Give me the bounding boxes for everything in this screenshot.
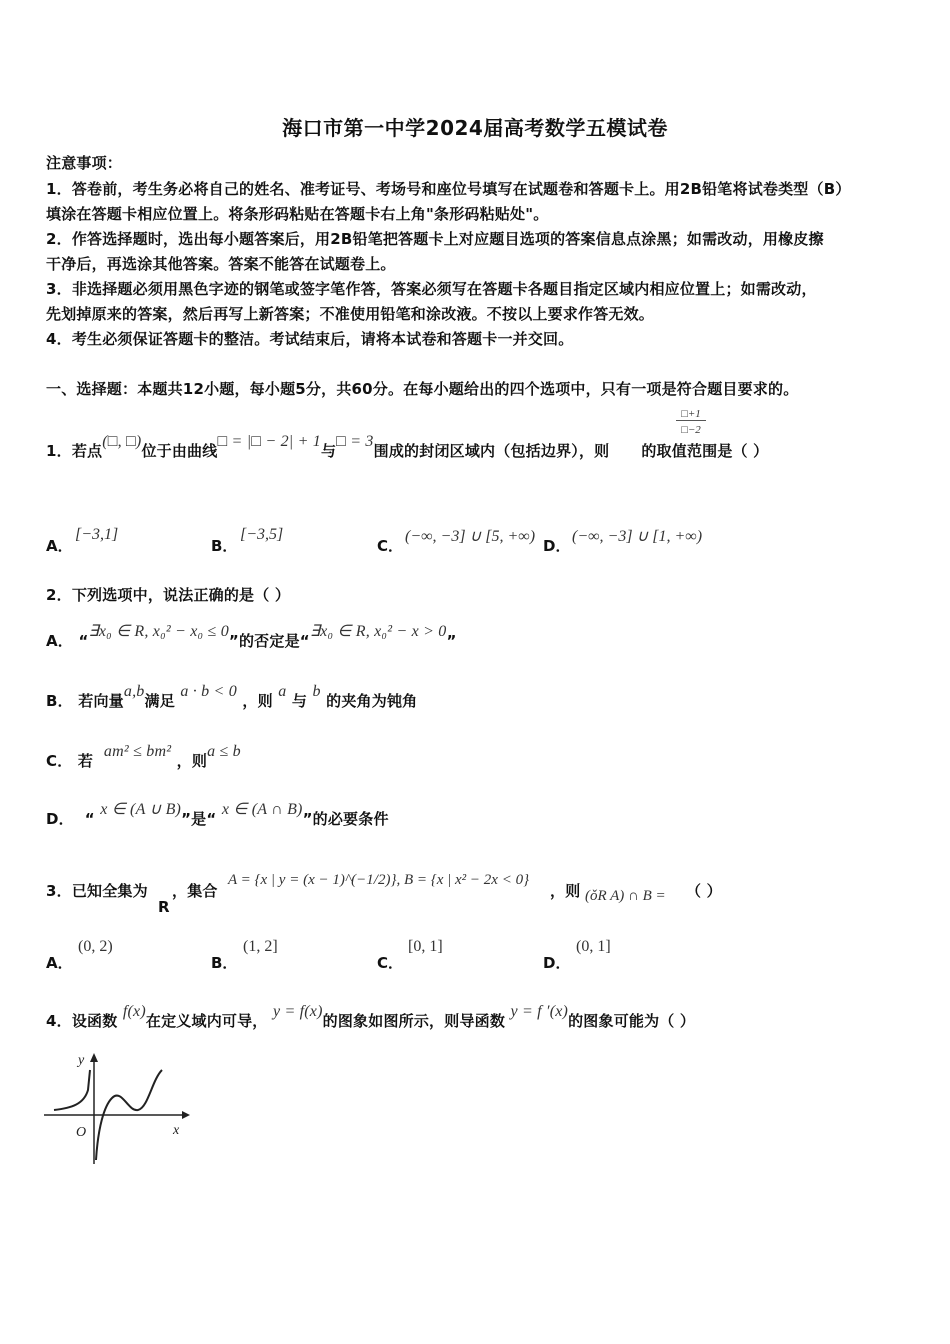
q2-quote: “ bbox=[78, 632, 89, 650]
q2-c-math: am² ≤ bm² bbox=[103, 743, 172, 760]
q2-option-c bbox=[46, 743, 241, 771]
q3-option-b-label: B． bbox=[211, 954, 238, 972]
page-title: 海口市第一中学2024届高考数学五模试卷 bbox=[282, 116, 668, 140]
q2-c-math: a ≤ b bbox=[207, 743, 241, 760]
q2-d-math: x ∈ (A ∪ B) bbox=[100, 801, 182, 818]
q1-fraction-numerator: □+1 bbox=[676, 408, 706, 421]
notice-line: 填涂在答题卡相应位置上。将条形码粘贴在答题卡右上角"条形码粘贴处"。 bbox=[46, 205, 549, 223]
notice-line: 干净后，再选涂其他答案。答案不能答在试题卷上。 bbox=[46, 255, 396, 273]
q1-text: 与 bbox=[320, 442, 337, 460]
q2-quote: “ bbox=[84, 810, 95, 828]
q2-quote: “ bbox=[299, 632, 310, 650]
q4-math: f(x) bbox=[122, 1003, 146, 1020]
notice-line: 4．考生必须保证答题卡的整洁。考试结束后，请将本试卷和答题卡一并交回。 bbox=[46, 330, 574, 348]
q2-option-a bbox=[46, 623, 457, 651]
q3-option-d-label: D． bbox=[543, 954, 571, 972]
q2-d-label: D． bbox=[46, 810, 74, 828]
q3-text: ，则 bbox=[550, 882, 581, 900]
q1-fraction-denominator: □−2 bbox=[681, 424, 701, 436]
q2-d-math: x ∈ (A ∩ B) bbox=[221, 801, 303, 818]
q1-option-b-value: [−3,5] bbox=[240, 526, 284, 543]
q2-b-math: a · b < 0 bbox=[180, 683, 237, 700]
q3-universal-set-R: R bbox=[158, 898, 170, 916]
y-axis-arrow-icon bbox=[90, 1053, 98, 1062]
q4-text: 4．设函数 bbox=[46, 1012, 118, 1030]
q4-text: 在定义域内可导， bbox=[145, 1012, 268, 1030]
q1-point-math: (□, □) bbox=[102, 433, 142, 450]
q1-option-c-label: C． bbox=[377, 537, 404, 555]
q2-b-text: 若向量 bbox=[78, 692, 124, 710]
q3-text: ，集合 bbox=[172, 882, 218, 900]
notice-line: 3．非选择题必须用黑色字迹的钢笔或签字笔作答，答案必须写在答题卡各题目指定区域内相应位置上；如需改动， bbox=[46, 280, 817, 298]
q2-quote: “ bbox=[206, 810, 217, 828]
q2-a-math-1: ∃x₀ ∈ R, x₀² − x₀ ≤ 0 bbox=[88, 623, 229, 640]
notice-line: 先划掉原来的答案，然后再写上新答案；不准使用铅笔和涂改液。不按以上要求作答无效。 bbox=[46, 305, 655, 323]
q2-option-b bbox=[46, 683, 418, 711]
q4-math: y = f ′(x) bbox=[510, 1003, 569, 1020]
q2-b-text: 的夹角为钝角 bbox=[326, 692, 418, 710]
q4-text: 的图象可能为（ ） bbox=[568, 1012, 696, 1030]
x-axis-label: x bbox=[173, 1123, 180, 1138]
y-axis-label: y bbox=[78, 1053, 85, 1068]
q4-function-graph bbox=[42, 1048, 192, 1168]
q3-option-a-value: (0, 2) bbox=[78, 938, 113, 955]
question-3-stem bbox=[46, 880, 148, 901]
q2-b-text: 与 bbox=[291, 692, 308, 710]
q3-option-c-label: C． bbox=[377, 954, 404, 972]
q1-option-b-label: B． bbox=[211, 537, 238, 555]
q1-option-c-value: (−∞, −3] ∪ [5, +∞) bbox=[405, 528, 536, 545]
notice-heading: 注意事项： bbox=[46, 154, 123, 172]
q2-a-math-2: ∃x₀ ∈ R, x₀² − x > 0 bbox=[309, 623, 447, 640]
question-4-stem bbox=[46, 1003, 696, 1031]
q2-c-label: C． bbox=[46, 752, 73, 770]
q1-option-d-label: D． bbox=[543, 537, 571, 555]
q2-d-text: 的必要条件 bbox=[312, 810, 389, 828]
q3-sets-math: A = {x | y = (x − 1)^(−1/2)}, B = {x | x² − 2x < 0} bbox=[228, 872, 530, 888]
q2-b-math: a,b bbox=[123, 683, 145, 700]
q3-option-d-value: (0, 1] bbox=[576, 938, 611, 955]
origin-label: O bbox=[76, 1125, 87, 1140]
q1-text: 1．若点 bbox=[46, 442, 103, 460]
q3-text: 3．已知全集为 bbox=[46, 882, 148, 900]
q1-option-d-value: (−∞, −3] ∪ [1, +∞) bbox=[572, 528, 703, 545]
notice-line: 1．答卷前，考生务必将自己的姓名、准考证号、考场号和座位号填写在试题卷和答题卡上。用2B铅笔将试卷类型（B） bbox=[46, 180, 851, 198]
curve-left-branch bbox=[54, 1070, 90, 1110]
q4-text: 的图象如图所示，则导函数 bbox=[322, 1012, 506, 1030]
x-axis-arrow-icon bbox=[182, 1111, 190, 1119]
q3-expression-math: (ǒR A) ∩ B = bbox=[585, 888, 666, 904]
q2-quote: ” bbox=[446, 632, 457, 650]
q1-option-a-label: A． bbox=[46, 537, 73, 555]
q2-c-text: 若 bbox=[77, 752, 94, 770]
q1-text: 的取值范围是（ ） bbox=[641, 442, 769, 460]
question-2-stem: 2．下列选项中，说法正确的是（ ） bbox=[46, 586, 291, 604]
q2-quote: ” bbox=[228, 632, 239, 650]
q2-b-text: ，则 bbox=[242, 692, 273, 710]
q1-line-math: □ = 3 bbox=[336, 433, 374, 450]
q1-text: 位于由曲线 bbox=[141, 442, 218, 460]
q2-b-math: b bbox=[312, 683, 321, 700]
notice-line: 2．作答选择题时，选出每小题答案后，用2B铅笔把答题卡上对应题目选项的答案信息点涂黑；如需改动，用橡皮擦 bbox=[46, 230, 824, 248]
q4-math: y = f(x) bbox=[272, 1003, 323, 1020]
section-heading: 一、选择题：本题共12小题，每小题5分，共60分。在每小题给出的四个选项中，只有一项是符合题目要求的。 bbox=[46, 380, 799, 398]
q2-d-text: 是 bbox=[191, 810, 207, 828]
q2-quote: ” bbox=[302, 810, 313, 828]
question-1-stem bbox=[46, 433, 769, 461]
q2-b-math: a bbox=[278, 683, 287, 700]
q2-quote: ” bbox=[181, 810, 192, 828]
q1-text: 围成的封闭区域内（包括边界），则 bbox=[373, 442, 610, 460]
q1-option-a-value: [−3,1] bbox=[75, 526, 119, 543]
q2-a-text: 的否定是 bbox=[238, 632, 300, 650]
q2-a-label: A． bbox=[46, 632, 74, 650]
q2-c-text: ，则 bbox=[176, 752, 208, 770]
q2-option-d bbox=[46, 801, 389, 829]
q2-b-label: B． bbox=[46, 692, 73, 710]
q1-curve-math: □ = |□ − 2| + 1 bbox=[217, 433, 321, 450]
q2-b-text: 满足 bbox=[144, 692, 175, 710]
q3-option-a-label: A． bbox=[46, 954, 73, 972]
q3-option-b-value: (1, 2] bbox=[243, 938, 278, 955]
q3-option-c-value: [0, 1] bbox=[408, 938, 443, 955]
q3-text: （ ） bbox=[686, 882, 722, 900]
